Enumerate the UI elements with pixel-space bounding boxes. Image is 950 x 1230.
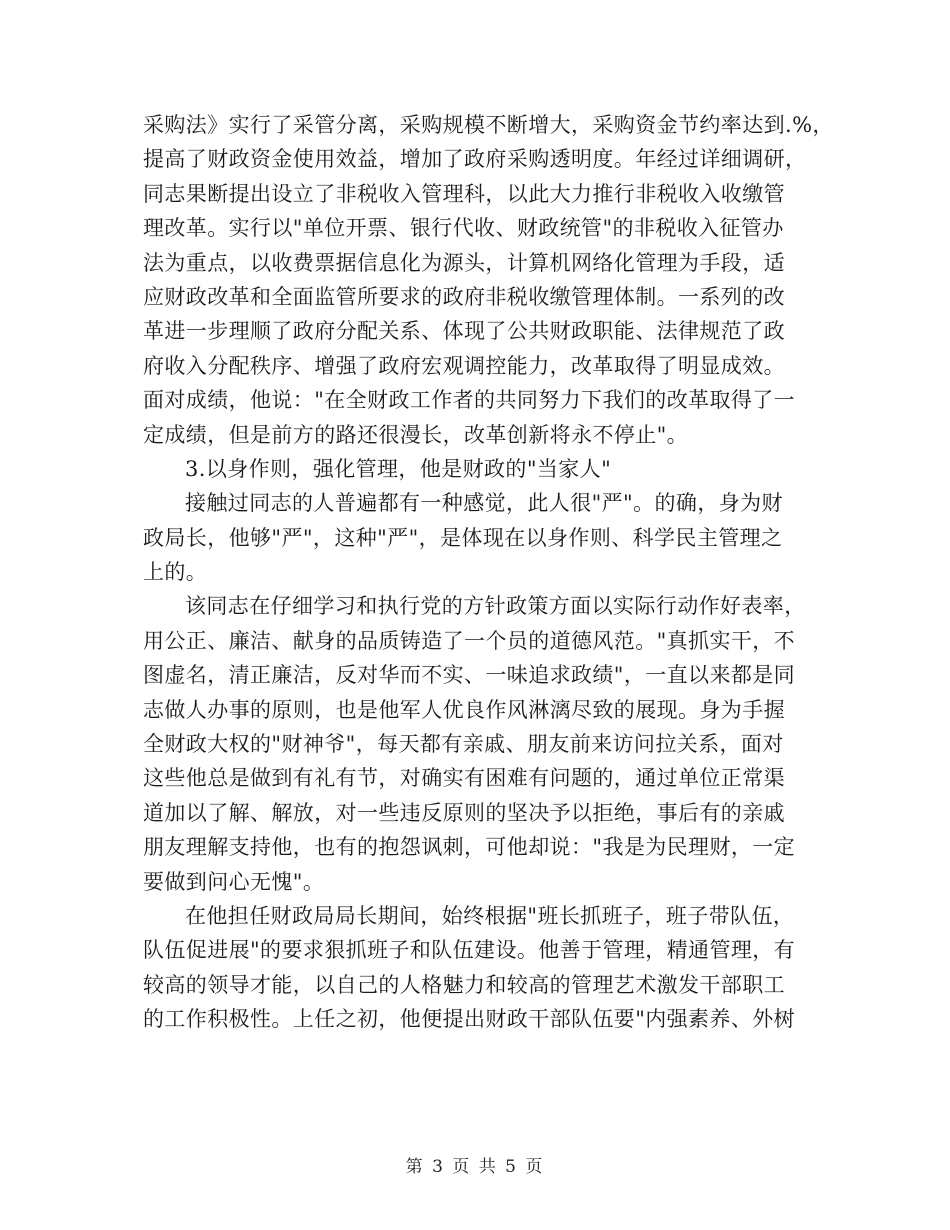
text-line: 提高了财政资金使用效益，增加了政府采购透明度。年经过详细调研， bbox=[143, 147, 807, 172]
text-line: 面对成绩，他说："在全财政工作者的共同努力下我们的改革取得了一 bbox=[143, 388, 796, 413]
text-line: 3.以身作则，强化管理，他是财政的"当家人" bbox=[185, 456, 612, 481]
text-line: 定成绩，但是前方的路还很漫长，改革创新将永不停止"。 bbox=[143, 422, 689, 447]
text-line: 采购法》实行了采管分离，采购规模不断增大，采购资金节约率达到.%， bbox=[143, 113, 834, 137]
text-line: 在他担任财政局局长期间，始终根据"班长抓班子，班子带队伍， bbox=[185, 903, 795, 928]
text-line: 道加以了解、解放，对一些违反原则的坚决予以拒绝，事后有的亲戚 bbox=[143, 800, 785, 825]
text-line: 要做到问心无愧"。 bbox=[143, 869, 325, 894]
page-footer: 第 3 页 共 5 页 bbox=[405, 1157, 545, 1177]
text-line: 较高的领导才能，以自己的人格魅力和较高的管理艺术激发干部职工 bbox=[143, 972, 785, 997]
document-body bbox=[143, 108, 834, 1037]
text-line: 政局长，他够"严"，这种"严"，是体现在以身作则、科学民主管理之 bbox=[143, 525, 783, 550]
text-line: 上的。 bbox=[143, 560, 208, 585]
text-line: 该同志在仔细学习和执行党的方针政策方面以实际行动作好表率， bbox=[185, 594, 806, 619]
text-line: 接触过同志的人普遍都有一种感觉，此人很"严"。的确，身为财 bbox=[185, 491, 783, 516]
text-line: 全财政大权的"财神爷"，每天都有亲戚、朋友前来访问拉关系，面对 bbox=[143, 732, 784, 757]
text-line: 理改革。实行以"单位开票、银行代收、财政统管"的非税收入征管办 bbox=[143, 216, 784, 241]
text-line: 同志果断提出设立了非税收入管理科，以此大力推行非税收入收缴管 bbox=[143, 181, 785, 206]
text-line: 用公正、廉洁、献身的品质铸造了一个员的道德风范。"真抓实干，不 bbox=[143, 628, 796, 653]
text-line: 志做人办事的原则，也是他军人优良作风淋漓尽致的展现。身为手握 bbox=[143, 697, 785, 722]
text-line: 朋友理解支持他，也有的抱怨讽刺，可他却说："我是为民理财，一定 bbox=[143, 835, 796, 860]
text-line: 应财政改革和全面监管所要求的政府非税收缴管理体制。一系列的改 bbox=[143, 284, 785, 309]
text-line: 图虚名，清正廉洁，反对华而不实、一味追求政绩"，一直以来都是同 bbox=[143, 663, 796, 688]
text-line: 的工作积极性。上任之初，他便提出财政干部队伍要"内强素养、外树 bbox=[143, 1007, 796, 1032]
text-line: 法为重点，以收费票据信息化为源头，计算机网络化管理为手段，适 bbox=[143, 250, 785, 275]
text-line: 府收入分配秩序、增强了政府宏观调控能力，改革取得了明显成效。 bbox=[143, 353, 785, 378]
text-line: 这些他总是做到有礼有节，对确实有困难有问题的，通过单位正常渠 bbox=[143, 766, 785, 791]
text-line: 队伍促进展"的要求狠抓班子和队伍建设。他善于管理，精通管理，有 bbox=[143, 938, 796, 963]
text-line: 革进一步理顺了政府分配关系、体现了公共财政职能、法律规范了政 bbox=[143, 319, 785, 344]
